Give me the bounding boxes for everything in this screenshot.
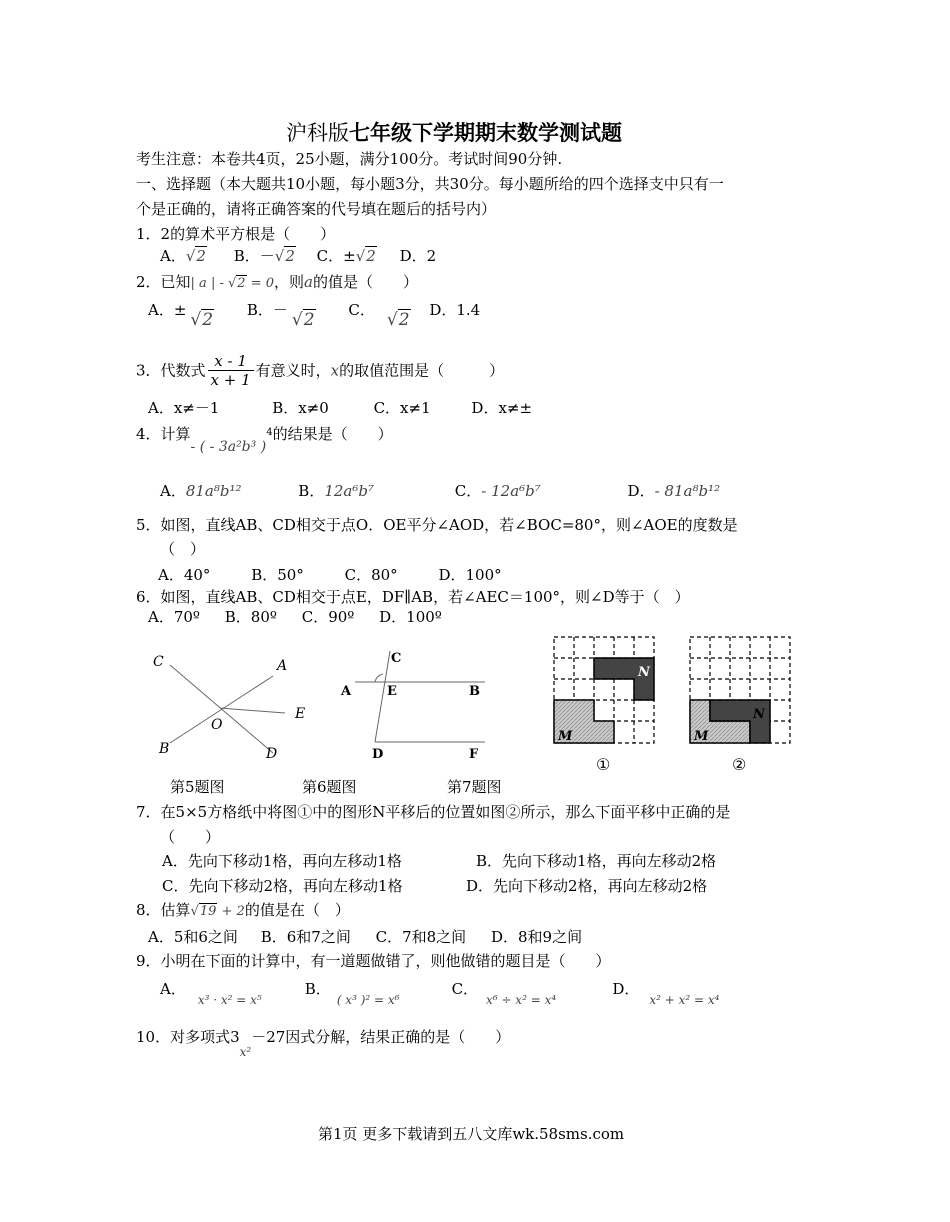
q7-option-d[interactable]: D．先向下移动2格，再向左移动2格 [466,877,708,895]
label-m: M [558,729,573,744]
label-n: N [638,665,650,680]
q6-option-c[interactable]: C．90º [301,608,355,626]
label-e: E [295,706,306,722]
q9-option-d[interactable]: D．$_{x^2 + x^2 = x^4}$ [612,980,720,1007]
label-n: N [753,707,765,722]
label-o: O [211,717,223,733]
q5-option-a[interactable]: A．40° [158,566,211,584]
figure-7 [548,632,808,777]
ray-oe [220,708,285,713]
q9-option-a[interactable]: A．$_{x^3 \cdot x^2 = x^5}$ [160,980,262,1007]
q5-stem-line1: 5．如图，直线AB、CD相交于点O．OE平分∠AOD，若∠BOC=80°，则∠AOE的度数是 [136,516,738,534]
q2-options [148,300,481,330]
q1-options [160,247,436,265]
q6-option-b[interactable]: B．80º [224,608,277,626]
label-a: A [341,684,352,699]
q8-option-d[interactable]: D．8和9之间 [490,928,583,946]
label-f: F [469,747,479,762]
label-circle-1: ① [596,755,611,774]
q4-option-b[interactable]: B．12a⁶b⁷ [298,482,374,500]
q2-option-c[interactable]: C． √2 [348,301,410,330]
figure-6-diagram [335,646,495,766]
q6-option-d[interactable]: D．100º [379,608,442,626]
label-b: B [159,741,170,757]
exam-notice: 考生注意：本卷共4页，25小题，满分100分。考试时间90分钟. [136,150,563,168]
q9-stem: 9．小明在下面的计算中，有一道题做错了，则他做错的题目是（ ） [136,952,611,970]
q3-option-b[interactable]: B．x≠0 [272,399,329,417]
q1-option-d[interactable]: D．2 [399,247,437,265]
page-footer: 第1页 更多下载请到五八文库wk.58sms.com [318,1125,625,1143]
title-plain: 沪科版 [286,121,349,145]
q8-option-c[interactable]: C．7和8之间 [375,928,467,946]
label-c: C [391,651,402,666]
q8-options [148,928,582,946]
q2-option-d[interactable]: D．1.4 [429,301,481,319]
q3-option-d[interactable]: D．x≠± [471,399,533,417]
q8-option-a[interactable]: A．5和6之间 [148,928,238,946]
q5-option-c[interactable]: C．80° [344,566,398,584]
q7-option-c[interactable]: C．先向下移动2格，再向左移动1格 [162,877,403,895]
figure-5 [145,648,325,766]
label-c: C [153,654,164,670]
q1-option-b[interactable]: B．－√2 [233,247,295,265]
angle-arc [375,674,383,682]
label-d: D [266,746,278,762]
q10-stem: 10．对多项式$3_{x^2}-27$因式分解，结果正确的是（ ） [136,1028,511,1059]
q3-options [148,399,532,417]
q3-option-a[interactable]: A．x≠－1 [148,399,220,417]
q3-option-c[interactable]: C．x≠1 [373,399,431,417]
q5-option-b[interactable]: B．50° [251,566,304,584]
q4-option-c[interactable]: C．- 12a⁶b⁷ [454,482,541,500]
q5-option-d[interactable]: D．100° [438,566,502,584]
q5-options [158,566,502,584]
q1-option-c[interactable]: C．±√2 [316,247,376,265]
fig5-caption: 第5题图 [170,778,225,796]
grid-1 [554,637,654,744]
q8-option-b[interactable]: B．6和7之间 [260,928,351,946]
q7-option-b[interactable]: B．先向下移动1格，再向左移动2格 [476,852,717,870]
q6-option-a[interactable]: A．70º [148,608,200,626]
label-e: E [387,684,397,699]
q2-option-b[interactable]: B．－ √2 [246,301,315,330]
q8-stem: 8．估算√19 + 2的值是在（ ） [136,901,350,919]
q1-stem: 1．2的算术平方根是（ ） [136,225,336,243]
q3-fraction: $\frac{x - 1}{x + 1}$ [208,352,254,389]
page-title [286,120,622,146]
q4-option-a[interactable]: A．81a⁸b¹² [160,482,242,500]
label-m: M [694,729,709,744]
section1-heading-line2: 个是正确的，请将正确答案的代号填在题后的括号内） [136,200,497,218]
label-b: B [469,684,480,699]
grid-2 [690,637,790,744]
q5-stem-line2: （ ） [160,540,206,558]
fig7-caption: 第7题图 [447,778,502,796]
q1-option-a[interactable]: A．√2 [160,247,206,265]
q6-stem: 6．如图，直线AB、CD相交于点E，DF∥AB，若∠AEC＝100°，则∠D等于（ ） [136,588,690,606]
q2-option-a[interactable]: A．± √2 [148,301,214,330]
q7-stem-line2: （ ） [160,828,221,846]
label-d: D [372,747,384,762]
q3-stem: 3．代数式 $\frac{x - 1}{x + 1}$ 有意义时，x的取值范围是（ ） [136,352,505,389]
q4-stem: 4．计算- ( - 3a²b³ )$^4$的结果是（ ） [136,425,393,455]
label-circle-2: ② [732,755,747,774]
title-bold: 七年级下学期期末数学测试题 [349,120,622,145]
q4-option-d[interactable]: D．- 81a⁸b¹² [627,482,721,500]
section1-heading-line1: 一、选择题（本大题共10小题，每小题3分，共30分。每小题所给的四个选择支中只有一 [136,175,724,193]
q4-options [160,482,720,500]
q9-option-c[interactable]: C．$_{x^6 \div x^2 = x^4}$ [451,980,557,1007]
q6-options [148,608,442,626]
q2-stem: 2．已知| a | - √2 = 0，则a的值是（ ） [136,273,418,291]
figure-7-diagram [548,632,808,777]
q7-stem-line1: 7．在5×5方格纸中将图①中的图形N平移后的位置如图②所示，那么下面平移中正确的是 [136,803,731,821]
q7-option-a[interactable]: A．先向下移动1格，再向左移动1格 [162,852,402,870]
figure-5-diagram [145,648,325,766]
fig6-caption: 第6题图 [302,778,357,796]
q9-option-b[interactable]: B．$_{( x^3 )^2 = x^6}$ [304,980,400,1007]
q9-options [160,980,720,1007]
label-a: A [277,658,288,674]
figure-6 [335,646,495,766]
